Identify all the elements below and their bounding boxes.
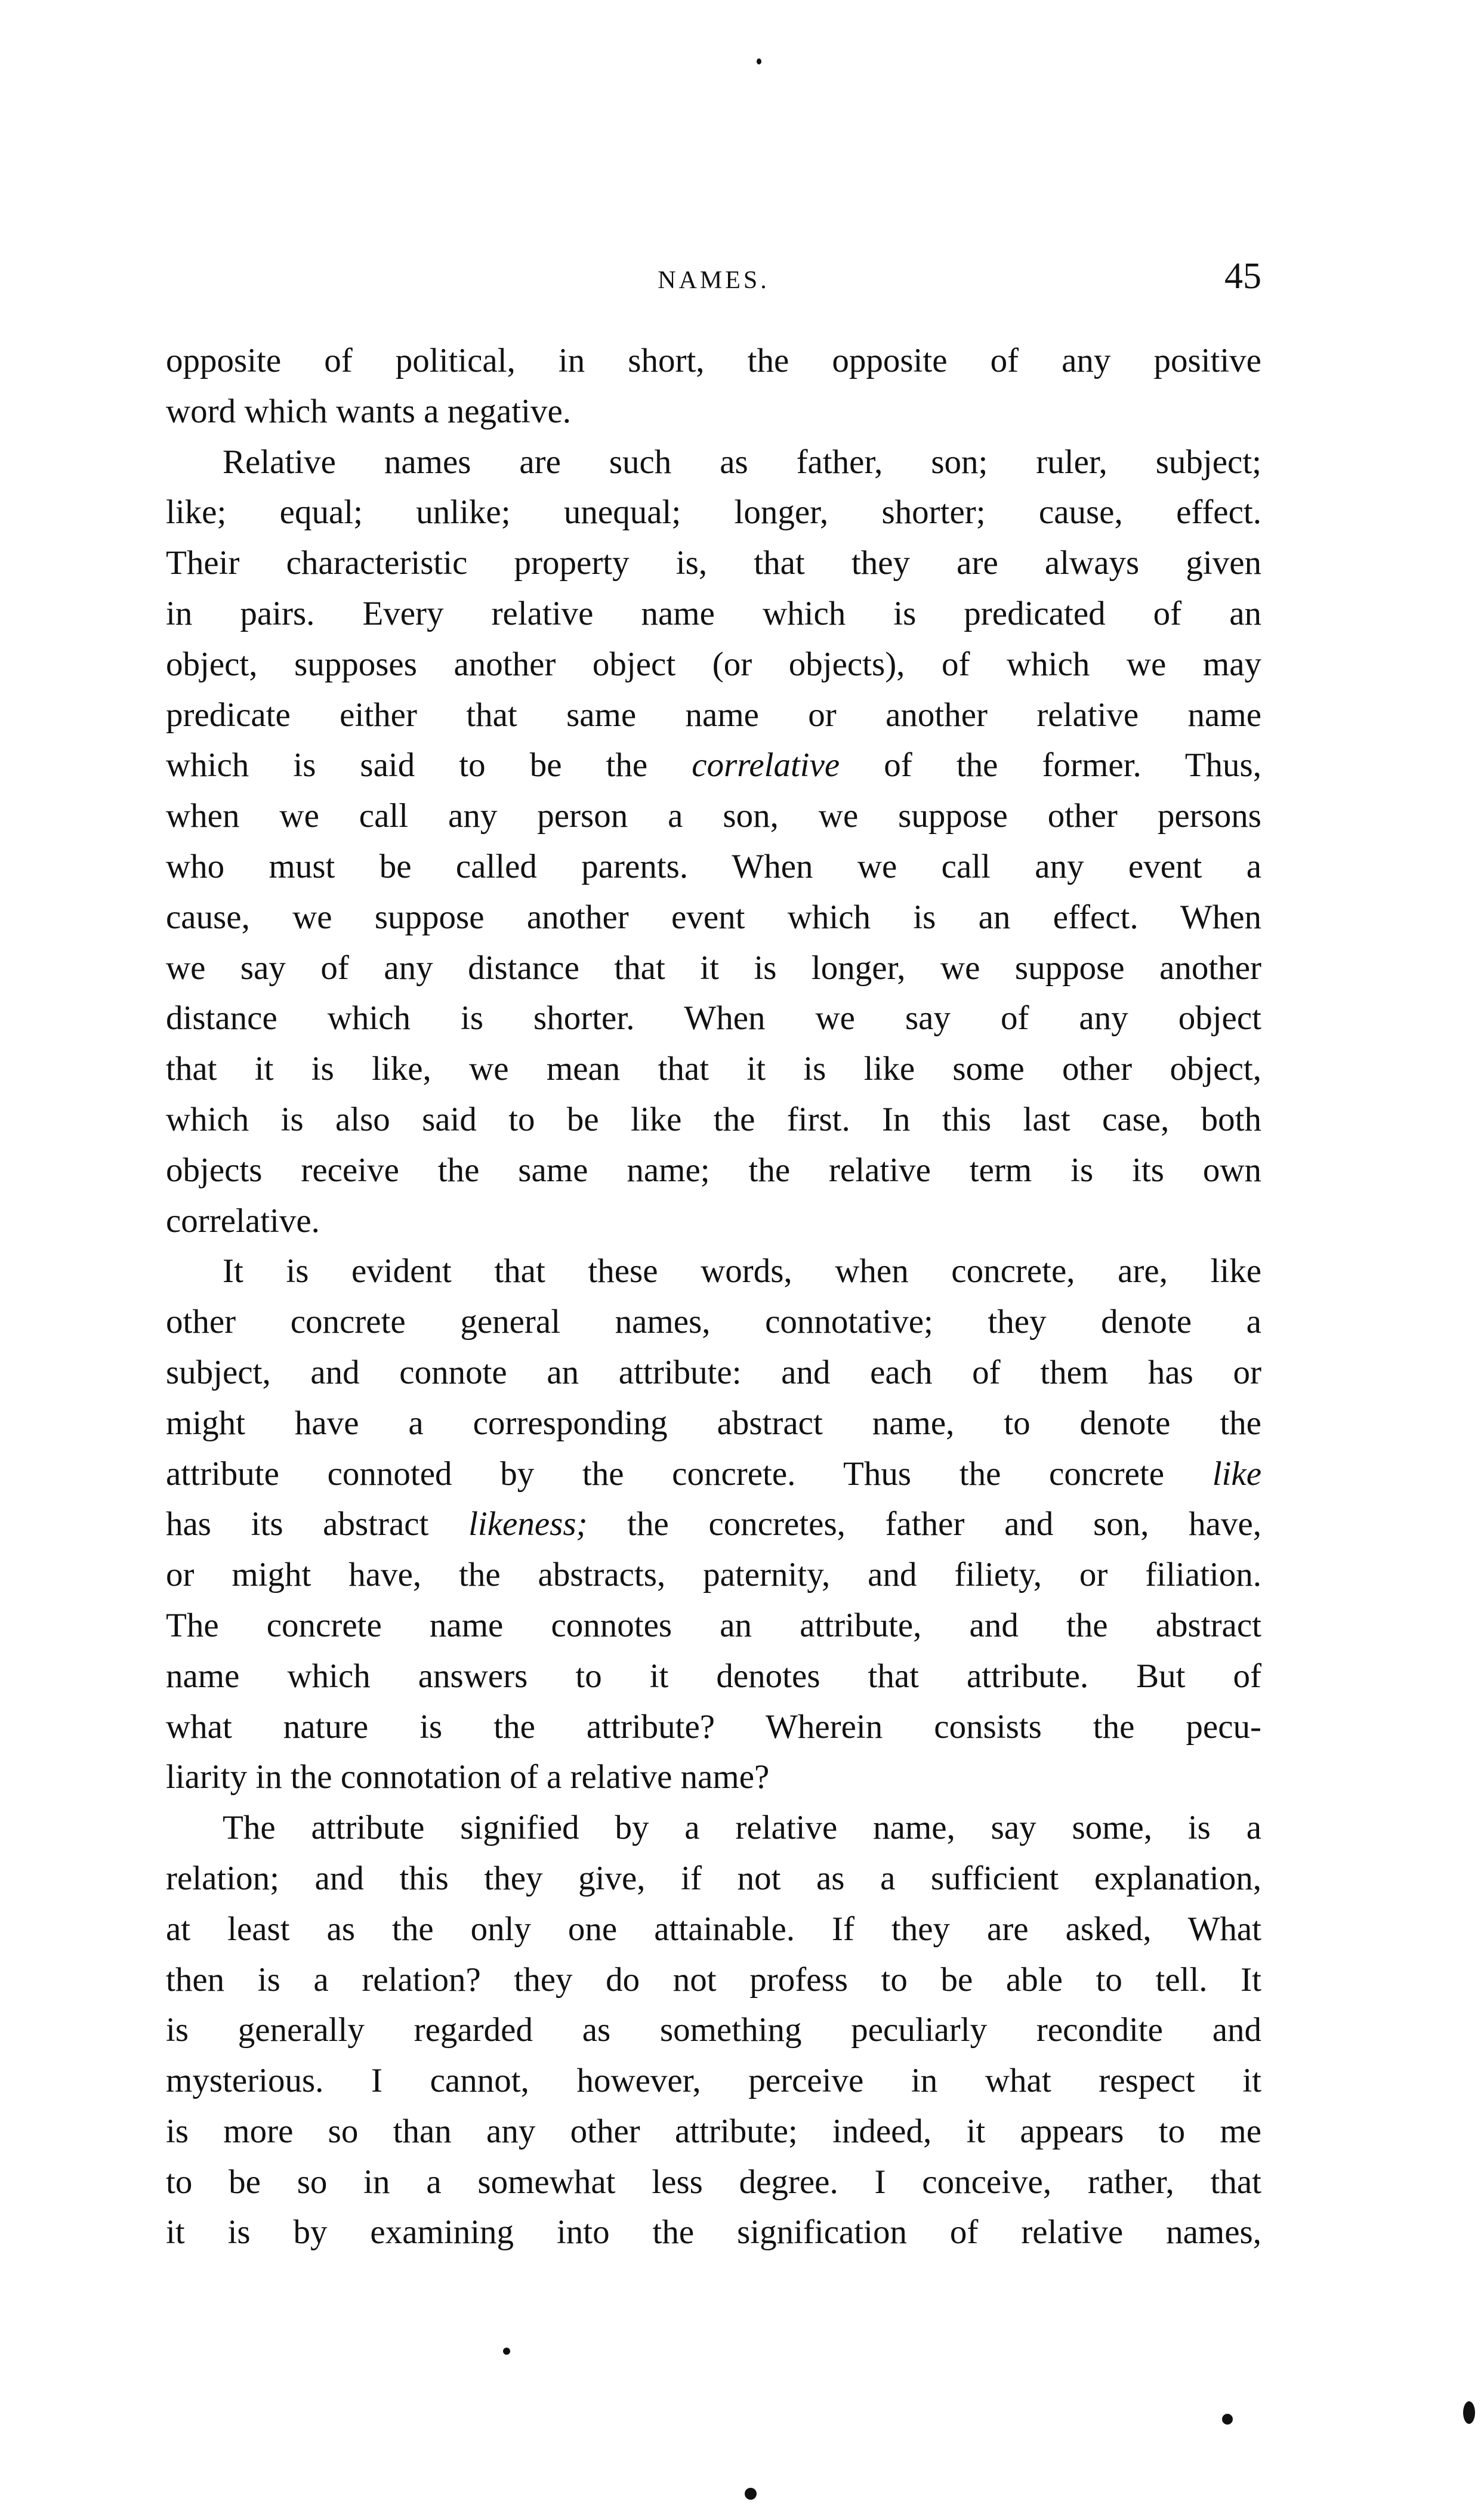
text-line (166, 1398, 1261, 1449)
text-line (166, 1752, 1261, 1803)
text-line (166, 740, 1261, 791)
text-segment: attribute connoted by the concrete. Thus the concrete (166, 1454, 1213, 1493)
text-segment: predicate either that same name or another relative name (166, 696, 1261, 734)
text-line (166, 589, 1261, 640)
text-line (166, 2005, 1261, 2056)
text-line (166, 2157, 1261, 2208)
text-line (166, 1246, 1261, 1297)
text-segment: when we call any person a son, we suppose other persons (166, 797, 1261, 835)
text-line (166, 1196, 1261, 1247)
text-line (166, 1297, 1261, 1348)
scan-speck (1222, 2414, 1233, 2425)
text-segment: word which wants a negative. (166, 392, 572, 430)
scan-speck (745, 2488, 757, 2500)
text-segment: is generally regarded as something peculiarly recondite and (166, 2011, 1261, 2049)
text-segment: the concretes, father and son, have, (587, 1505, 1261, 1543)
text-segment: who must be called parents. When we call any event a (166, 847, 1261, 885)
text-line (166, 1651, 1261, 1702)
text-line (166, 690, 1261, 741)
text-line (166, 2207, 1261, 2258)
text-segment: other concrete general names, connotative; they denote a (166, 1303, 1261, 1341)
text-line (166, 1449, 1261, 1500)
text-segment: has its abstract (166, 1505, 469, 1543)
text-segment: mysterious. I cannot, however, perceive in what respect it (166, 2062, 1261, 2100)
text-line (166, 943, 1261, 994)
text-line (166, 640, 1261, 690)
text-segment: might have a corresponding abstract name, to denote the (166, 1404, 1261, 1442)
text-line (166, 1702, 1261, 1753)
text-line (166, 892, 1261, 943)
text-segment: at least as the only one attainable. If they are asked, What (166, 1910, 1261, 1948)
text-segment: The concrete name connotes an attribute, and the abstract (166, 1606, 1261, 1644)
text-line (166, 1904, 1261, 1955)
text-segment: It is evident that these words, when concrete, are, like (223, 1252, 1261, 1290)
text-segment: Their characteristic property is, that they are always given (166, 544, 1261, 582)
text-line (166, 538, 1261, 589)
text-segment: Relative names are such as father, son; ruler, subject; (223, 443, 1261, 481)
text-segment: in pairs. Every relative name which is predicated of an (166, 594, 1261, 632)
italic-text: correlative (692, 746, 840, 785)
text-segment: is more so than any other attribute; indeed, it appears to me (166, 2112, 1261, 2150)
text-segment: correlative. (166, 1202, 320, 1240)
text-line (166, 487, 1261, 538)
body-text (166, 336, 1261, 2258)
text-segment: object, supposes another object (or objects), of which we may (166, 645, 1261, 683)
scan-speck (503, 2348, 510, 2355)
text-segment: relation; and this they give, if not as a sufficient explanation, (166, 1859, 1261, 1897)
text-line (166, 1803, 1261, 1854)
text-segment: then is a relation? they do not profess to be able to tell. It (166, 1960, 1261, 1999)
text-segment: that it is like, we mean that it is like some other object, (166, 1050, 1261, 1088)
text-line (166, 336, 1261, 387)
text-segment: what nature is the attribute? Wherein consists the pecu- (166, 1707, 1261, 1746)
text-segment: it is by examining into the signification of relative names, (166, 2213, 1261, 2252)
text-segment: The attribute signified by a relative name, say some, is a (223, 1809, 1261, 1847)
text-line (166, 437, 1261, 488)
text-segment: name which answers to it denotes that attribute. But of (166, 1657, 1261, 1695)
text-line (166, 1601, 1261, 1651)
text-segment: cause, we suppose another event which is an effect. When (166, 898, 1261, 936)
running-head-title: NAMES. (658, 267, 770, 294)
italic-text: likeness; (468, 1505, 588, 1543)
text-segment: we say of any distance that it is longer, we suppose another (166, 949, 1261, 987)
running-head (166, 255, 1261, 303)
text-line (166, 791, 1261, 842)
text-segment: liarity in the connotation of a relative name? (166, 1758, 770, 1796)
text-segment: like; equal; unlike; unequal; longer, shorter; cause, effect. (166, 493, 1261, 532)
text-segment: opposite of political, in short, the opposite of any positive (166, 342, 1261, 379)
page-number: 45 (1224, 256, 1261, 297)
text-segment: of the former. Thus, (840, 746, 1261, 785)
text-segment: to be so in a somewhat less degree. I conceive, rather, that (166, 2163, 1261, 2201)
text-line (166, 1854, 1261, 1904)
scan-speck (1463, 2401, 1475, 2424)
text-line (166, 2107, 1261, 2157)
text-line (166, 842, 1261, 892)
italic-text: like (1212, 1454, 1261, 1493)
text-line (166, 1145, 1261, 1196)
text-line (166, 1348, 1261, 1398)
text-segment: or might have, the abstracts, paternity, and filiety, or filiation. (166, 1556, 1261, 1594)
text-segment: objects receive the same name; the relative term is its own (166, 1151, 1261, 1189)
text-line (166, 1095, 1261, 1145)
text-line (166, 1955, 1261, 2006)
text-segment: distance which is shorter. When we say of any object (166, 999, 1261, 1037)
text-line (166, 2056, 1261, 2107)
text-line (166, 993, 1261, 1044)
text-line (166, 1499, 1261, 1550)
text-segment: which is said to be the (166, 746, 692, 785)
text-line (166, 1550, 1261, 1601)
text-line (166, 1044, 1261, 1095)
text-segment: subject, and connote an attribute: and each of them has or (166, 1353, 1261, 1391)
scan-speck (757, 58, 761, 64)
text-segment: which is also said to be like the first. In this last case, both (166, 1100, 1261, 1138)
text-line (166, 387, 1261, 437)
